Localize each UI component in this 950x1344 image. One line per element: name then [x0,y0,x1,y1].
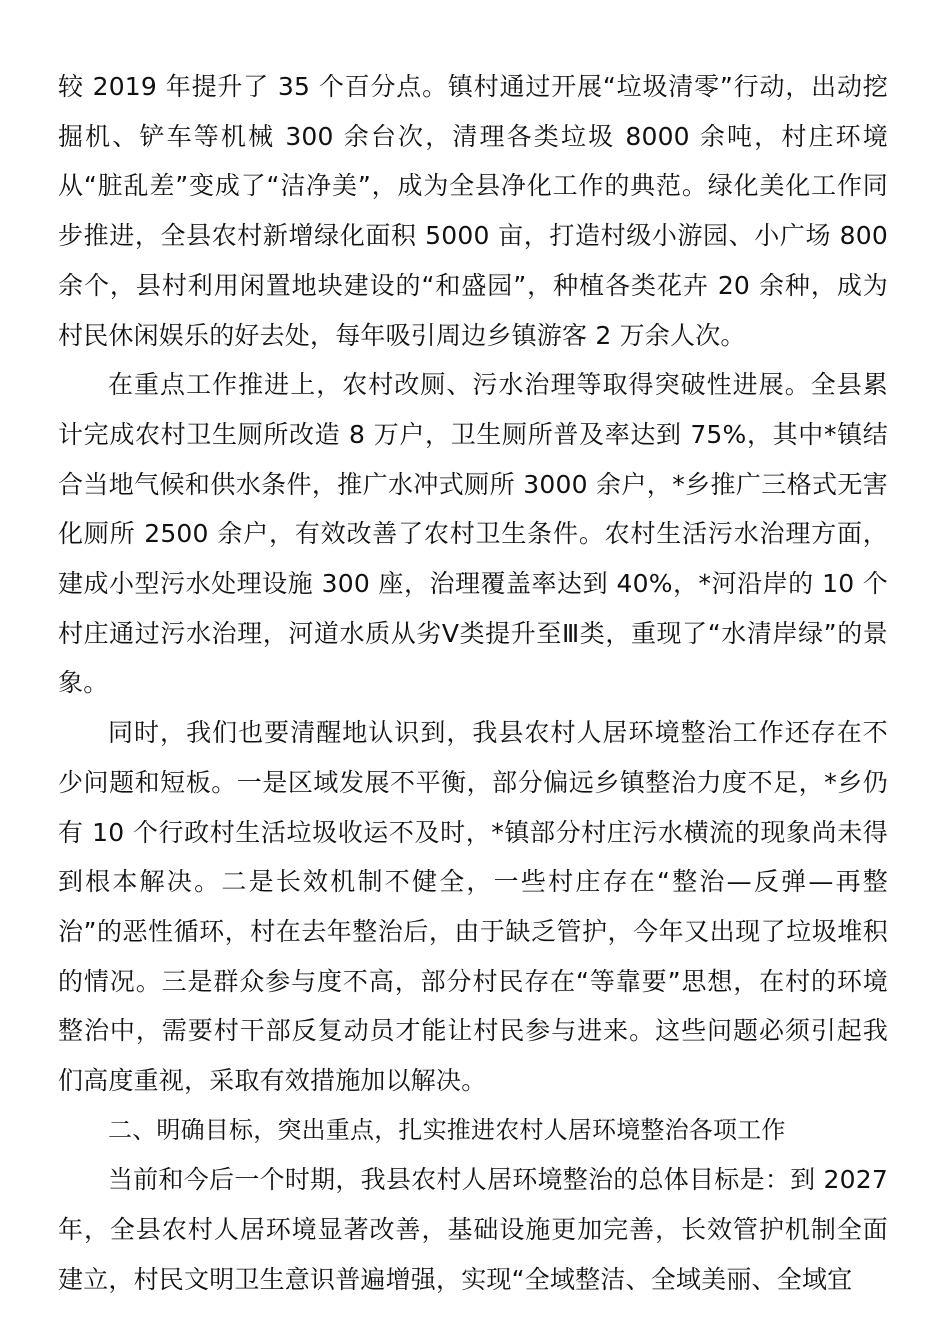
paragraph-key-work-progress: 在重点工作推进上，农村改厕、污水治理等取得突破性进展。全县累计完成农村卫生厕所改造 8 万户，卫生厕所普及率达到 75%，其中*镇结合当地气候和供水条件，推广水冲式厕所 3000 余户，*乡推广三格式无害化厕所 2500 余户，有效改善了农村卫生条件。农村生活污水治理方面，建成小型污水处理设施 300 座，治理覆盖率达到 40%，*河沿岸的 10 个村庄通过污水治理，河道水质从劣Ⅴ类提升至Ⅲ类，重现了“水清岸绿”的景象。 [58,370,888,698]
section-heading-two: 二、明确目标，突出重点，扎实推进农村人居环境整治各项工作 [108,1115,786,1144]
paragraph-problems: 同时，我们也要清醒地认识到，我县农村人居环境整治工作还存在不少问题和短板。一是区域发展不平衡，部分偏远乡镇整治力度不足，*乡仍有 10 个行政村生活垃圾收运不及时，*镇部分村庄污水横流的现象尚未得到根本解决。二是长效机制不健全，一些村庄存在“整治—反弹—再整治”的恶性循环，村在去年整治后，由于缺乏管护，今年又出现了垃圾堆积的情况。三是群众参与度不高，部分村民存在“等靠要”思想，在村的环境整治中，需要村干部反复动员才能让村民参与进来。这些问题必须引起我们高度重视，采取有效措施加以解决。 [58,718,888,1096]
paragraph-environment-results: 较 2019 年提升了 35 个百分点。镇村通过开展“垃圾清零”行动，出动挖掘机、铲车等机械 300 余台次，清理各类垃圾 8000 余吨，村庄环境从“脏乱差”变成了“洁净美”，成为全县净化工作的典范。绿化美化工作同步推进，全县农村新增绿化面积 5000 亩，打造村级小游园、小广场 800 余个，县村利用闲置地块建设的“和盛园”，种植各类花卉 20 余种，成为村民休闲娱乐的好去处，每年吸引周边乡镇游客 2 万余人次。 [58,72,888,350]
document-body [58,62,888,1305]
paragraph-overall-goal: 当前和今后一个时期，我县农村人居环境整治的总体目标是：到 2027 年，全县农村人居环境显著改善，基础设施更加完善，长效管护机制全面建立，村民文明卫生意识普遍增强，实现“全域整洁、全域美丽、全域宜 [58,1165,888,1294]
